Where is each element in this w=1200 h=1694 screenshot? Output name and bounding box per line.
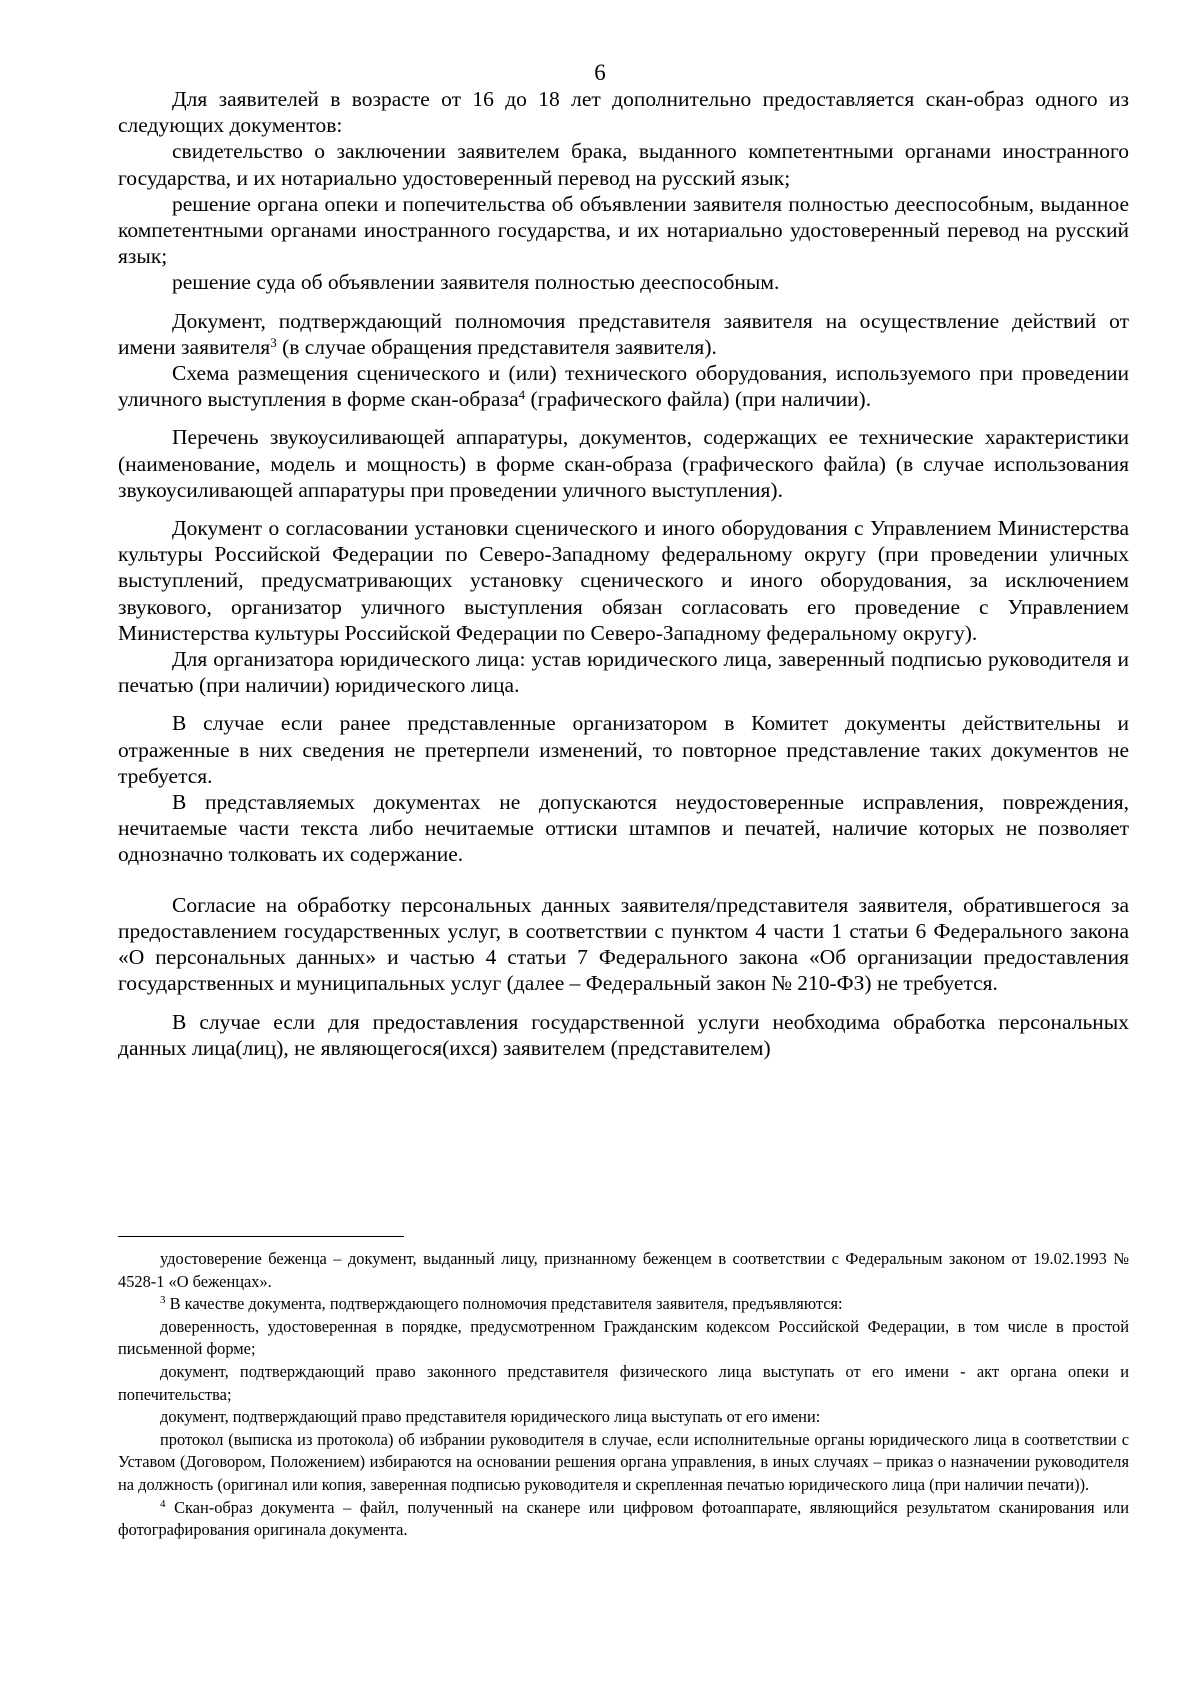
paragraph: Перечень звукоусиливающей аппаратуры, документов, содержащих ее технические характеристики (наименование, модель и мощность) в форме скан-образа (графического файла) (в случае использования звукоусиливающей аппаратуры при проведении уличного выступления). [118,425,1129,502]
footnote-mark-4: 4 [160,1497,166,1510]
paragraph: В случае если ранее представленные организатором в Комитет документы действительны и отраженные в них сведения не претерпели изменений, то повторное представление таких документов не требуется. [118,711,1129,788]
footnote-separator [118,1236,404,1237]
paragraph: свидетельство о заключении заявителем брака, выданного компетентными органами иностранного государства, и их нотариально удостоверенный перевод на русский язык; [118,139,1129,190]
footnote-continuation: удостоверение беженца – документ, выданный лицу, признанному беженцем в соответствии с Федеральным законом от 19.02.1993 № 4528-1 «О беженцах». [118,1249,1129,1291]
footnote-3 [118,1293,1129,1316]
footnote-mark-3: 3 [160,1294,166,1307]
paragraph: Документ о согласовании установки сценического и иного оборудования с Управлением Министерства культуры Российской Федерации по Северо-Западному федеральному округу (при проведении уличных выступлений, предусматривающих установку сценического и иного оборудования, за исключением звукового, организатор уличного выступления обязан согласовать его проведение с Управлением Министерства культуры Российской Федерации по Северо-Западному федеральному округу). [118,516,1129,645]
paragraph: решение суда об объявлении заявителя полностью дееспособным. [172,270,780,295]
footnote-ref-3[interactable]: 3 [270,334,277,350]
footnote-item: протокол (выписка из протокола) об избрании руководителя в случае, если исполнительные органы юридического лица в соответствии с Уставом (Договором, Положением) избираются на основании решения органа управления, в иных случаях – приказ о назначении руководителя на должность (оригинал или копия, заверенная подписью руководителя и скрепленная печатью юридического лица (при наличии печати)). [118,1429,1129,1494]
paragraph-text: (графического файла) (при наличии). [530,387,872,412]
footnote-4 [118,1497,1129,1542]
paragraph-text: (в случае обращения представителя заявителя). [282,334,717,359]
footnote-item: документ, подтверждающий право законного представителя физического лица выступать от его имени - акт органа опеки и попечительства; [118,1361,1129,1404]
paragraph: В представляемых документах не допускаются неудостоверенные исправления, повреждения, нечитаемые части текста либо нечитаемые оттиски штампов и печатей, наличие которых не позволяет однозначно толковать их содержание. [118,790,1129,867]
footnote-item: документ, подтверждающий право представителя юридического лица выступать от его имени: [160,1407,821,1427]
paragraph-representative-document [118,308,1129,360]
paragraph-text: Схема размещения сценического и (или) технического оборудования, используемого при проведении уличного выступления в форме скан-образа [118,361,1129,412]
footnote-text: Скан-образ документа – файл, полученный на сканере или цифровом фотоаппарате, являющийся результатом сканирования или фотографирования оригинала документа. [118,1497,1129,1540]
footnote-ref-4[interactable]: 4 [518,387,526,403]
page-number: 6 [594,60,606,85]
paragraph-text: Документ, подтверждающий полномочия представителя заявителя на осуществление действий от имени заявителя [118,308,1129,359]
paragraph-equipment-scheme [118,360,1129,412]
paragraph: Для заявителей в возрасте от 16 до 18 лет дополнительно предоставляется скан-образ одного из следующих документов: [118,87,1129,138]
paragraph: Согласие на обработку персональных данных заявителя/представителя заявителя, обратившегося за предоставлением государственных услуг, в соответствии с пунктом 4 части 1 статьи 6 Федерального закона «О персональных данных» и частью 4 статьи 7 Федерального закона «Об организации предоставления государственных и муниципальных услуг (далее – Федеральный закон № 210-ФЗ) не требуется. [118,892,1129,996]
footnotes [118,1248,1129,1542]
paragraph: решение органа опеки и попечительства об объявлении заявителя полностью дееспособным, выданное компетентными органами иностранного государства, и их нотариально удостоверенный перевод на русский язык; [118,191,1129,269]
document-body [118,86,1129,1061]
footnote-item: доверенность, удостоверенная в порядке, предусмотренном Гражданским кодексом Российской Федерации, в том числе в простой письменной форме; [118,1316,1129,1359]
paragraph: Для организатора юридического лица: устав юридического лица, заверенный подписью руководителя и печатью (при наличии) юридического лица. [118,647,1129,698]
paragraph: В случае если для предоставления государственной услуги необходима обработка персональных данных лица(лиц), не являющегося(ихся) заявителем (представителем) [118,1009,1129,1060]
footnote-text: В качестве документа, подтверждающего полномочия представителя заявителя, предъявляются: [169,1294,843,1314]
